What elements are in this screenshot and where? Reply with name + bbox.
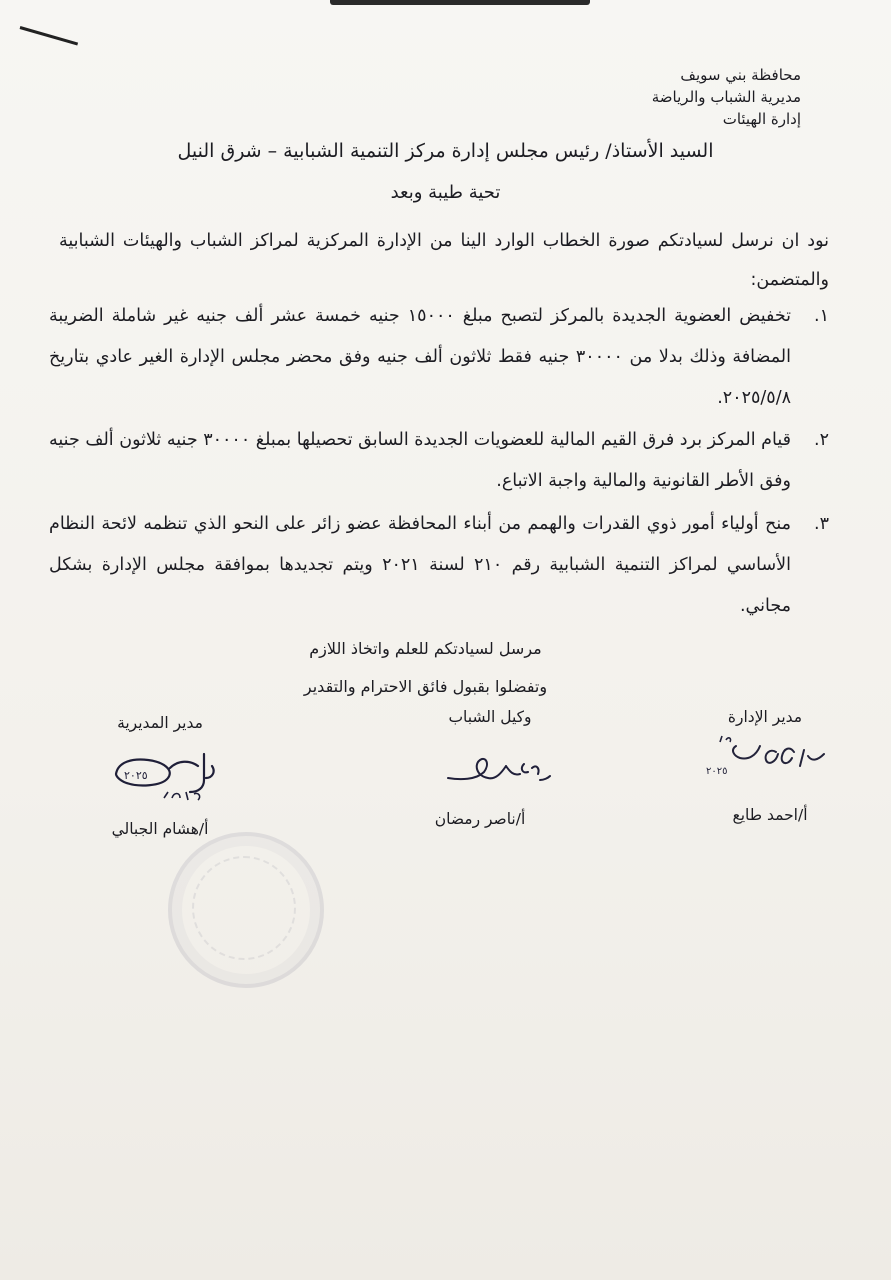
list-item bbox=[49, 504, 829, 630]
closing-line-2: وتفضلوا بقبول فائق الاحترام والتقدير bbox=[303, 677, 548, 696]
item-number: ٣. bbox=[814, 514, 829, 534]
list-item bbox=[49, 296, 829, 420]
stamp-inner-ring bbox=[192, 856, 296, 960]
signature-block-department-director bbox=[690, 708, 840, 726]
directorate-name: مديرية الشباب والرياضة bbox=[651, 88, 801, 106]
department-name: إدارة الهيئات bbox=[722, 110, 801, 128]
item-number: ١. bbox=[814, 306, 829, 326]
closing-line-1: مرسل لسيادتكم للعلم واتخاذ اللازم bbox=[309, 639, 542, 658]
corner-pen-mark bbox=[20, 26, 79, 45]
signatory-name: أ/ناصر رمضان bbox=[434, 810, 526, 828]
addressee-line: السيد الأستاذ/ رئيس مجلس إدارة مركز التنمية الشبابية – شرق النيل bbox=[177, 140, 714, 162]
list-item bbox=[49, 420, 829, 504]
handwritten-signature bbox=[108, 748, 228, 814]
svg-text:٢٠٢٥: ٢٠٢٥ bbox=[706, 766, 728, 777]
closing-block bbox=[260, 630, 591, 706]
letterhead bbox=[501, 64, 801, 130]
governorate-name: محافظة بني سويف bbox=[680, 66, 801, 84]
handwritten-signature bbox=[700, 732, 830, 780]
item-text: تخفيض العضوية الجديدة بالمركز لتصبح مبلغ ١٥٠٠٠ جنيه خمسة عشر ألف جنيه غير شاملة الضريبة المضافة وذلك بدلا من ٣٠٠٠٠ جنيه فقط ثلاثون ألف جنيه وفق محضر مجلس الإدارة الغير عادي بتاريخ ٢٠٢٥/٥/٨. bbox=[49, 306, 792, 408]
faded-official-stamp bbox=[168, 832, 324, 988]
greeting-line: تحية طيبة وبعد bbox=[390, 182, 501, 203]
handwritten-signature bbox=[440, 750, 560, 792]
signatory-name: أ/احمد طايع bbox=[732, 806, 808, 824]
signatory-title: مدير المديرية bbox=[117, 714, 203, 732]
svg-text:٢٠٢٥: ٢٠٢٥ bbox=[124, 769, 148, 782]
item-text: قيام المركز برد فرق القيم المالية للعضويات الجديدة السابق تحصيلها بمبلغ ٣٠٠٠٠ جنيه ثلاثون ألف جنيه وفق الأطر القانونية والمالية واجبة الاتباع. bbox=[49, 430, 791, 491]
signature-block-youth-deputy bbox=[390, 708, 590, 726]
item-number: ٢. bbox=[814, 430, 829, 450]
page-top-edge-shadow bbox=[330, 0, 590, 5]
signature-block-directorate-director bbox=[80, 714, 240, 732]
item-list bbox=[49, 296, 829, 630]
item-text: منح أولياء أمور ذوي القدرات والهمم من أبناء المحافظة عضو زائر على النحو الذي تنظمه لائحة النظام الأساسي لمراكز التنمية الشبابية رقم ٢١٠ لسنة ٢٠٢١ ويتم تجديدها بموافقة مجلس الإدارة بشكل مجاني. bbox=[49, 514, 791, 616]
intro-paragraph: نود ان نرسل لسيادتكم صورة الخطاب الوارد الينا من الإدارة المركزية لمراكز الشباب والهيئات الشبابية والمتضمن: bbox=[59, 231, 829, 290]
signatory-title: مدير الإدارة bbox=[727, 708, 803, 726]
signatory-title: وكيل الشباب bbox=[448, 708, 532, 726]
signatory-name: أ/هشام الجبالي bbox=[111, 820, 209, 838]
